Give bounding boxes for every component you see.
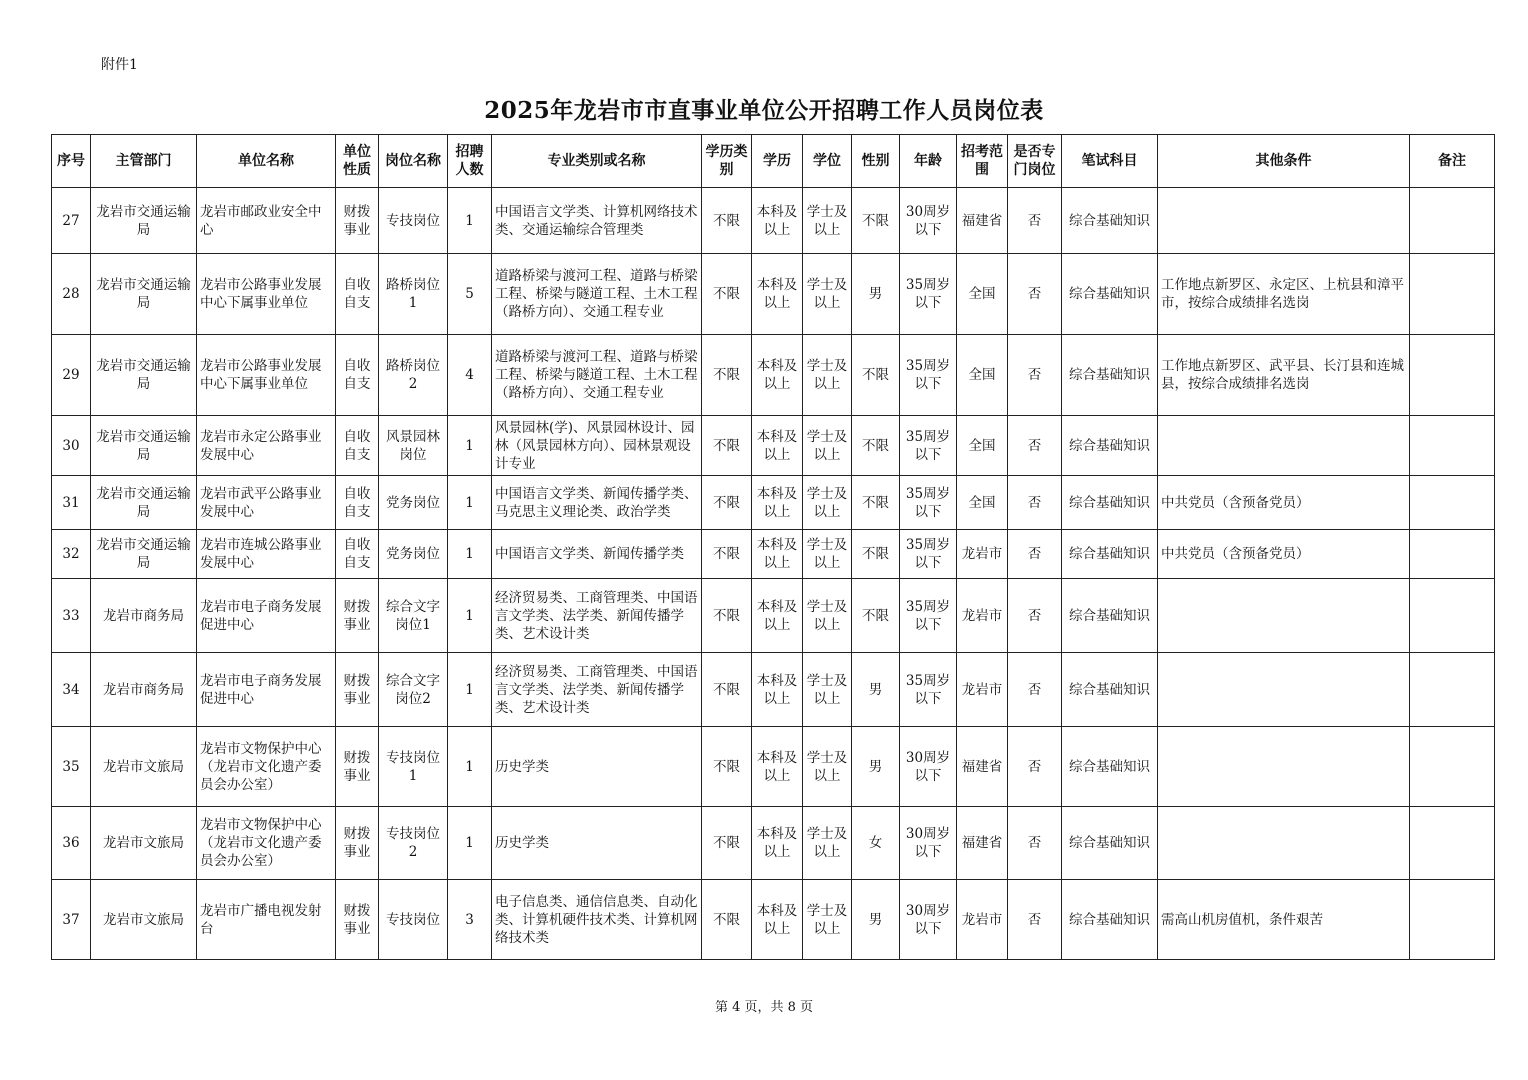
cell-dept: 龙岩市交通运输局 xyxy=(91,530,197,579)
attachment-label: 附件1 xyxy=(101,57,138,73)
cell-major: 道路桥梁与渡河工程、道路与桥梁工程、桥梁与隧道工程、土木工程（路桥方向）、交通工程专业 xyxy=(492,335,702,416)
cell-post: 专技岗位2 xyxy=(379,807,448,880)
cell-post: 专技岗位 xyxy=(379,188,448,254)
cell-dept: 龙岩市文旅局 xyxy=(91,880,197,960)
cell-unit: 龙岩市文物保护中心（龙岩市文化遗产委员会办公室） xyxy=(197,807,336,880)
cell-special: 否 xyxy=(1008,727,1062,807)
cell-count: 5 xyxy=(448,254,492,335)
cell-edu: 本科及以上 xyxy=(752,530,803,579)
cell-major: 电子信息类、通信信息类、自动化类、计算机硬件技术类、计算机网络技术类 xyxy=(492,880,702,960)
cell-exam: 综合基础知识 xyxy=(1062,530,1158,579)
cell-remark xyxy=(1410,579,1495,653)
cell-special: 否 xyxy=(1008,188,1062,254)
cell-edu: 本科及以上 xyxy=(752,880,803,960)
cell-no: 34 xyxy=(52,653,91,727)
cell-no: 31 xyxy=(52,476,91,530)
header-major: 专业类别或名称 xyxy=(492,135,702,188)
cell-other xyxy=(1158,188,1410,254)
cell-count: 1 xyxy=(448,188,492,254)
cell-major: 历史学类 xyxy=(492,727,702,807)
cell-gender: 男 xyxy=(852,727,900,807)
cell-unit: 龙岩市邮政业安全中心 xyxy=(197,188,336,254)
cell-unit: 龙岩市公路事业发展中心下属事业单位 xyxy=(197,335,336,416)
cell-remark xyxy=(1410,254,1495,335)
cell-other: 中共党员（含预备党员） xyxy=(1158,476,1410,530)
cell-gender: 男 xyxy=(852,653,900,727)
cell-other xyxy=(1158,416,1410,476)
cell-age: 35周岁以下 xyxy=(900,579,957,653)
header-scope: 招考范围 xyxy=(957,135,1008,188)
table-row xyxy=(52,188,1495,254)
cell-nature: 财拨事业 xyxy=(336,727,379,807)
cell-exam: 综合基础知识 xyxy=(1062,880,1158,960)
cell-edu: 本科及以上 xyxy=(752,579,803,653)
cell-post: 综合文字岗位2 xyxy=(379,653,448,727)
cell-other xyxy=(1158,579,1410,653)
cell-other: 工作地点新罗区、永定区、上杭县和漳平市，按综合成绩排名选岗 xyxy=(1158,254,1410,335)
cell-scope: 全国 xyxy=(957,416,1008,476)
cell-other: 工作地点新罗区、武平县、长汀县和连城县，按综合成绩排名选岗 xyxy=(1158,335,1410,416)
cell-special: 否 xyxy=(1008,254,1062,335)
cell-no: 32 xyxy=(52,530,91,579)
cell-special: 否 xyxy=(1008,880,1062,960)
cell-post: 风景园林岗位 xyxy=(379,416,448,476)
header-no: 序号 xyxy=(52,135,91,188)
cell-edu: 本科及以上 xyxy=(752,335,803,416)
cell-gender: 不限 xyxy=(852,335,900,416)
cell-nature: 财拨事业 xyxy=(336,807,379,880)
cell-nature: 财拨事业 xyxy=(336,880,379,960)
header-unit: 单位名称 xyxy=(197,135,336,188)
cell-dept: 龙岩市交通运输局 xyxy=(91,188,197,254)
cell-gender: 不限 xyxy=(852,530,900,579)
cell-unit: 龙岩市武平公路事业发展中心 xyxy=(197,476,336,530)
cell-special: 否 xyxy=(1008,579,1062,653)
cell-special: 否 xyxy=(1008,416,1062,476)
page-footer: 第 4 页，共 8 页 xyxy=(714,1000,814,1015)
cell-age: 35周岁以下 xyxy=(900,530,957,579)
cell-edu-type: 不限 xyxy=(702,653,752,727)
table-row xyxy=(52,880,1495,960)
cell-exam: 综合基础知识 xyxy=(1062,254,1158,335)
header-dept: 主管部门 xyxy=(91,135,197,188)
cell-post: 专技岗位 xyxy=(379,880,448,960)
header-other: 其他条件 xyxy=(1158,135,1410,188)
cell-count: 3 xyxy=(448,880,492,960)
cell-count: 1 xyxy=(448,807,492,880)
cell-scope: 龙岩市 xyxy=(957,579,1008,653)
cell-no: 33 xyxy=(52,579,91,653)
cell-edu-type: 不限 xyxy=(702,476,752,530)
cell-post: 党务岗位 xyxy=(379,476,448,530)
header-gender: 性别 xyxy=(852,135,900,188)
table-row xyxy=(52,476,1495,530)
cell-no: 30 xyxy=(52,416,91,476)
header-degree: 学位 xyxy=(803,135,852,188)
cell-unit: 龙岩市电子商务发展促进中心 xyxy=(197,653,336,727)
cell-gender: 女 xyxy=(852,807,900,880)
cell-edu-type: 不限 xyxy=(702,416,752,476)
cell-age: 35周岁以下 xyxy=(900,335,957,416)
cell-remark xyxy=(1410,653,1495,727)
cell-dept: 龙岩市交通运输局 xyxy=(91,476,197,530)
cell-degree: 学士及以上 xyxy=(803,188,852,254)
cell-degree: 学士及以上 xyxy=(803,727,852,807)
cell-degree: 学士及以上 xyxy=(803,254,852,335)
cell-exam: 综合基础知识 xyxy=(1062,416,1158,476)
cell-post: 专技岗位1 xyxy=(379,727,448,807)
cell-dept: 龙岩市商务局 xyxy=(91,579,197,653)
cell-degree: 学士及以上 xyxy=(803,416,852,476)
cell-dept: 龙岩市交通运输局 xyxy=(91,335,197,416)
cell-nature: 自收自支 xyxy=(336,476,379,530)
cell-count: 4 xyxy=(448,335,492,416)
header-count: 招聘人数 xyxy=(448,135,492,188)
cell-gender: 不限 xyxy=(852,476,900,530)
cell-nature: 财拨事业 xyxy=(336,188,379,254)
cell-count: 1 xyxy=(448,727,492,807)
cell-unit: 龙岩市公路事业发展中心下属事业单位 xyxy=(197,254,336,335)
table-row xyxy=(52,254,1495,335)
cell-no: 28 xyxy=(52,254,91,335)
cell-special: 否 xyxy=(1008,476,1062,530)
cell-scope: 龙岩市 xyxy=(957,653,1008,727)
cell-age: 35周岁以下 xyxy=(900,254,957,335)
cell-no: 37 xyxy=(52,880,91,960)
cell-remark xyxy=(1410,335,1495,416)
cell-edu-type: 不限 xyxy=(702,530,752,579)
cell-remark xyxy=(1410,880,1495,960)
header-exam: 笔试科目 xyxy=(1062,135,1158,188)
cell-edu-type: 不限 xyxy=(702,880,752,960)
cell-age: 35周岁以下 xyxy=(900,476,957,530)
table-row xyxy=(52,727,1495,807)
table-row xyxy=(52,579,1495,653)
cell-dept: 龙岩市文旅局 xyxy=(91,727,197,807)
header-special: 是否专门岗位 xyxy=(1008,135,1062,188)
cell-dept: 龙岩市文旅局 xyxy=(91,807,197,880)
header-nature: 单位性质 xyxy=(336,135,379,188)
cell-exam: 综合基础知识 xyxy=(1062,727,1158,807)
header-row xyxy=(52,135,1495,188)
cell-count: 1 xyxy=(448,653,492,727)
cell-dept: 龙岩市交通运输局 xyxy=(91,416,197,476)
cell-nature: 财拨事业 xyxy=(336,653,379,727)
header-edu-type: 学历类别 xyxy=(702,135,752,188)
cell-exam: 综合基础知识 xyxy=(1062,807,1158,880)
cell-age: 30周岁以下 xyxy=(900,727,957,807)
table-row xyxy=(52,416,1495,476)
cell-exam: 综合基础知识 xyxy=(1062,188,1158,254)
cell-scope: 全国 xyxy=(957,476,1008,530)
cell-scope: 福建省 xyxy=(957,807,1008,880)
cell-edu: 本科及以上 xyxy=(752,254,803,335)
cell-age: 30周岁以下 xyxy=(900,880,957,960)
cell-gender: 不限 xyxy=(852,188,900,254)
cell-other: 中共党员（含预备党员） xyxy=(1158,530,1410,579)
cell-gender: 男 xyxy=(852,254,900,335)
cell-remark xyxy=(1410,188,1495,254)
table-row xyxy=(52,653,1495,727)
cell-nature: 自收自支 xyxy=(336,335,379,416)
cell-age: 30周岁以下 xyxy=(900,188,957,254)
cell-nature: 财拨事业 xyxy=(336,579,379,653)
cell-count: 1 xyxy=(448,476,492,530)
cell-degree: 学士及以上 xyxy=(803,880,852,960)
cell-no: 27 xyxy=(52,188,91,254)
cell-unit: 龙岩市电子商务发展促进中心 xyxy=(197,579,336,653)
cell-no: 36 xyxy=(52,807,91,880)
cell-major: 风景园林(学)、风景园林设计、园林（风景园林方向）、园林景观设计专业 xyxy=(492,416,702,476)
cell-edu-type: 不限 xyxy=(702,579,752,653)
cell-scope: 全国 xyxy=(957,254,1008,335)
cell-post: 党务岗位 xyxy=(379,530,448,579)
cell-count: 1 xyxy=(448,579,492,653)
cell-age: 30周岁以下 xyxy=(900,807,957,880)
cell-degree: 学士及以上 xyxy=(803,476,852,530)
cell-age: 35周岁以下 xyxy=(900,653,957,727)
job-positions-table xyxy=(51,134,1495,960)
table-row xyxy=(52,335,1495,416)
cell-other xyxy=(1158,653,1410,727)
cell-remark xyxy=(1410,476,1495,530)
cell-major: 中国语言文学类、新闻传播学类、马克思主义理论类、政治学类 xyxy=(492,476,702,530)
cell-scope: 福建省 xyxy=(957,727,1008,807)
cell-degree: 学士及以上 xyxy=(803,579,852,653)
cell-exam: 综合基础知识 xyxy=(1062,476,1158,530)
cell-degree: 学士及以上 xyxy=(803,807,852,880)
cell-gender: 不限 xyxy=(852,579,900,653)
cell-special: 否 xyxy=(1008,530,1062,579)
cell-edu: 本科及以上 xyxy=(752,476,803,530)
cell-other xyxy=(1158,727,1410,807)
cell-special: 否 xyxy=(1008,653,1062,727)
cell-no: 29 xyxy=(52,335,91,416)
header-edu: 学历 xyxy=(752,135,803,188)
cell-post: 综合文字岗位1 xyxy=(379,579,448,653)
cell-edu: 本科及以上 xyxy=(752,653,803,727)
cell-unit: 龙岩市广播电视发射台 xyxy=(197,880,336,960)
header-age: 年龄 xyxy=(900,135,957,188)
cell-age: 35周岁以下 xyxy=(900,416,957,476)
cell-edu-type: 不限 xyxy=(702,188,752,254)
cell-edu: 本科及以上 xyxy=(752,188,803,254)
cell-nature: 自收自支 xyxy=(336,416,379,476)
cell-gender: 男 xyxy=(852,880,900,960)
cell-edu: 本科及以上 xyxy=(752,416,803,476)
cell-special: 否 xyxy=(1008,807,1062,880)
cell-edu: 本科及以上 xyxy=(752,727,803,807)
cell-edu-type: 不限 xyxy=(702,807,752,880)
cell-scope: 全国 xyxy=(957,335,1008,416)
cell-exam: 综合基础知识 xyxy=(1062,653,1158,727)
cell-degree: 学士及以上 xyxy=(803,335,852,416)
cell-edu-type: 不限 xyxy=(702,254,752,335)
table-row xyxy=(52,530,1495,579)
cell-remark xyxy=(1410,530,1495,579)
cell-exam: 综合基础知识 xyxy=(1062,335,1158,416)
header-post: 岗位名称 xyxy=(379,135,448,188)
cell-degree: 学士及以上 xyxy=(803,530,852,579)
cell-nature: 自收自支 xyxy=(336,254,379,335)
cell-remark xyxy=(1410,807,1495,880)
cell-edu-type: 不限 xyxy=(702,335,752,416)
cell-other: 需高山机房值机，条件艰苦 xyxy=(1158,880,1410,960)
cell-post: 路桥岗位2 xyxy=(379,335,448,416)
cell-remark xyxy=(1410,727,1495,807)
cell-no: 35 xyxy=(52,727,91,807)
table-row xyxy=(52,807,1495,880)
cell-special: 否 xyxy=(1008,335,1062,416)
document-title: 2025年龙岩市市直事业单位公开招聘工作人员岗位表 xyxy=(484,97,1044,124)
cell-edu-type: 不限 xyxy=(702,727,752,807)
cell-count: 1 xyxy=(448,530,492,579)
cell-remark xyxy=(1410,416,1495,476)
cell-major: 中国语言文学类、计算机网络技术类、交通运输综合管理类 xyxy=(492,188,702,254)
cell-unit: 龙岩市文物保护中心（龙岩市文化遗产委员会办公室） xyxy=(197,727,336,807)
cell-other xyxy=(1158,807,1410,880)
cell-post: 路桥岗位1 xyxy=(379,254,448,335)
cell-major: 中国语言文学类、新闻传播学类 xyxy=(492,530,702,579)
cell-major: 经济贸易类、工商管理类、中国语言文学类、法学类、新闻传播学类、艺术设计类 xyxy=(492,579,702,653)
cell-dept: 龙岩市交通运输局 xyxy=(91,254,197,335)
cell-nature: 自收自支 xyxy=(336,530,379,579)
cell-major: 经济贸易类、工商管理类、中国语言文学类、法学类、新闻传播学类、艺术设计类 xyxy=(492,653,702,727)
cell-exam: 综合基础知识 xyxy=(1062,579,1158,653)
cell-count: 1 xyxy=(448,416,492,476)
cell-degree: 学士及以上 xyxy=(803,653,852,727)
cell-scope: 龙岩市 xyxy=(957,530,1008,579)
cell-unit: 龙岩市永定公路事业发展中心 xyxy=(197,416,336,476)
cell-dept: 龙岩市商务局 xyxy=(91,653,197,727)
cell-scope: 福建省 xyxy=(957,188,1008,254)
cell-major: 道路桥梁与渡河工程、道路与桥梁工程、桥梁与隧道工程、土木工程（路桥方向）、交通工程专业 xyxy=(492,254,702,335)
cell-edu: 本科及以上 xyxy=(752,807,803,880)
cell-unit: 龙岩市连城公路事业发展中心 xyxy=(197,530,336,579)
cell-gender: 不限 xyxy=(852,416,900,476)
cell-major: 历史学类 xyxy=(492,807,702,880)
cell-scope: 龙岩市 xyxy=(957,880,1008,960)
header-remark: 备注 xyxy=(1410,135,1495,188)
